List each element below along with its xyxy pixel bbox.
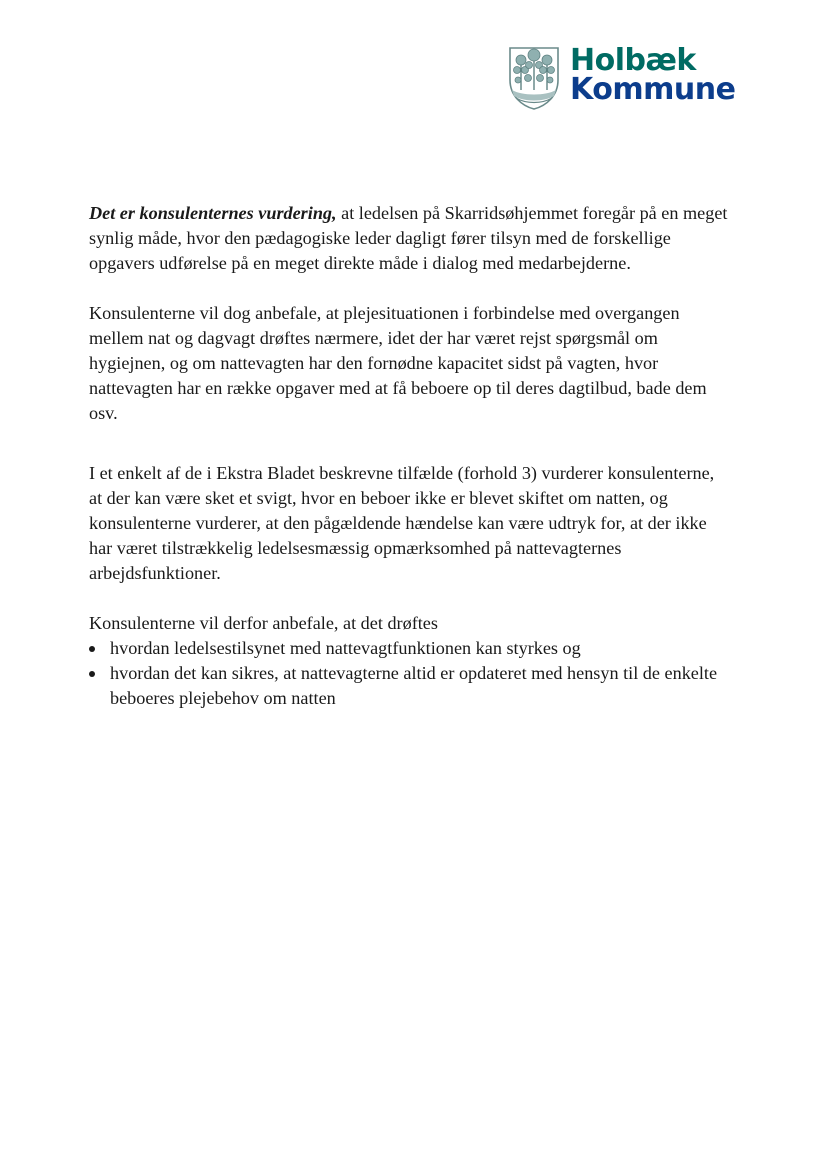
document-body <box>89 201 729 711</box>
paragraph-list-intro: Konsulenterne vil derfor anbefale, at det drøftes <box>89 613 438 633</box>
logo-text-kommune: Kommune <box>570 72 736 107</box>
paragraph-incident: I et enkelt af de i Ekstra Bladet beskrevne tilfælde (forhold 3) vurderer konsulenterne, at der kan være sket et svigt, hvor en beboer ikke er blevet skiftet om natten, og konsulenterne vurderer, at den pågældende hændelse kan være udtryk for, at der ikke har været tilstrækkelig ledelsesmæssig opmærksomhed på nattevagternes arbejdsfunktioner. <box>89 463 715 583</box>
list-item: hvordan ledelsestilsynet med nattevagtfunktionen kan styrkes og <box>89 636 729 661</box>
holbaek-kommune-logo <box>508 43 753 112</box>
list-item: hvordan det kan sikres, at nattevagterne altid er opdateret med hensyn til de enkelte beboeres plejebehov om natten <box>89 661 729 711</box>
coat-of-arms-icon <box>508 46 560 110</box>
logo-wordmark <box>570 43 736 107</box>
recommendation-list <box>89 636 729 711</box>
paragraph-recommendation: Konsulenterne vil dog anbefale, at plejesituationen i forbindelse med overgangen mellem nat og dagvagt drøftes nærmere, idet der har været rejst spørgsmål om hygiejnen, og om nattevagten har den fornødne kapacitet sidst på vagten, hvor nattevagten har en række opgaver med at få beboere op til deres dagtilbud, bade dem osv. <box>89 303 707 423</box>
paragraph-assessment <box>89 201 729 276</box>
paragraph-emphasis: Det er konsulenternes vurdering, <box>89 203 337 223</box>
paragraph-text: at ledelsen på Skarridsøhjemmet foregår på en meget synlig måde, hvor den pædagogiske leder dagligt fører tilsyn med de forskellige opgavers udførelse på en meget direkte måde i dialog med medarbejderne. <box>89 203 728 273</box>
logo-text-holbaek: Holbæk <box>570 43 696 78</box>
